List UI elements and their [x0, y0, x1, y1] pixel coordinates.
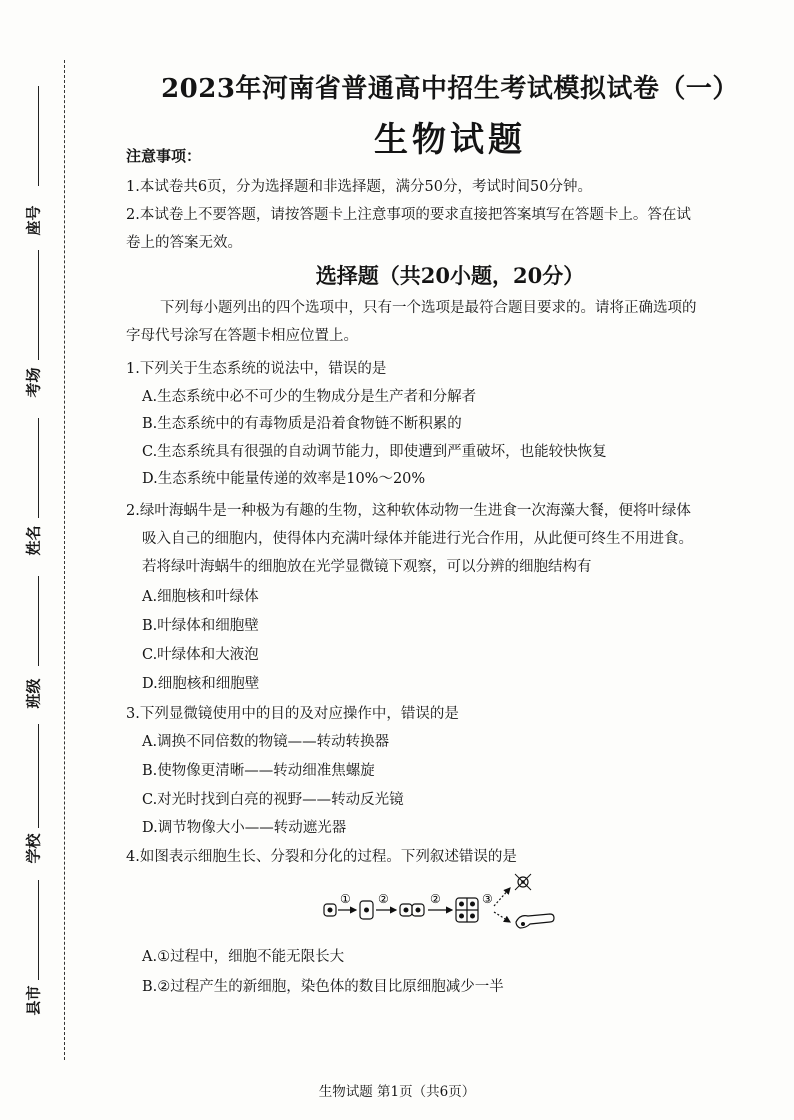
seal-dashed-line: [64, 60, 65, 1060]
question-3-option-c: C.对光时找到白亮的视野——转动反光镜: [142, 792, 404, 808]
subject-title: 生物试题: [374, 120, 526, 160]
fill-line-county: [38, 880, 39, 980]
exam-title: 2023年河南省普通高中招生考试模拟试卷（一）: [161, 74, 739, 104]
section-instructions: 下列每小题列出的四个选项中，只有一个选项是最符合题目要求的。请将正确选项的: [160, 300, 697, 316]
notice-item: 2.本试卷上不要答题，请按答题卡上注意事项的要求直接把答案填写在答题卡上。答在试: [126, 207, 691, 223]
page-footer: 生物试题 第1页（共6页）: [318, 1084, 476, 1100]
cell-process-figure: [320, 872, 580, 932]
question-4-option-b: B.②过程产生的新细胞，染色体的数目比原细胞减少一半: [142, 979, 504, 995]
question-1-option-a: A.生态系统中必不可少的生物成分是生产者和分解者: [142, 389, 477, 405]
label-process-2b: ②: [430, 892, 441, 906]
question-3-stem: 3.下列显微镜使用中的目的及对应操作中，错误的是: [126, 706, 459, 722]
cell-differentiated-elongated: [516, 914, 554, 928]
section-instructions: 字母代号涂写在答题卡相应位置上。: [126, 328, 358, 344]
question-2-stem: 若将绿叶海蜗牛的细胞放在光学显微镜下观察，可以分辨的细胞结构有: [142, 559, 592, 575]
question-3-option-b: B.使物像更清晰——转动细准焦螺旋: [142, 763, 375, 779]
cell-grown: [360, 901, 373, 919]
cell-initial: [324, 904, 336, 916]
question-1-option-b: B.生态系统中的有毒物质是沿着食物链不断积累的: [142, 416, 462, 432]
fill-line-seat: [38, 86, 39, 186]
question-3-option-d: D.调节物像大小——转动遮光器: [142, 820, 347, 836]
fill-line-school: [38, 724, 39, 828]
notice-item: 卷上的答案无效。: [126, 235, 242, 251]
fill-line-class: [38, 576, 39, 666]
question-1-option-d: D.生态系统中能量传递的效率是10%～20%: [142, 471, 426, 487]
label-exam-room: 考场: [24, 367, 43, 398]
fill-line-room: [38, 250, 39, 360]
question-1-stem: 1.下列关于生态系统的说法中，错误的是: [126, 361, 387, 377]
question-2-option-c: C.叶绿体和大液泡: [142, 647, 259, 663]
binding-margin: [0, 0, 80, 1120]
fill-line-name: [38, 418, 39, 518]
label-process-2: ②: [378, 892, 389, 906]
question-2-option-b: B.叶绿体和细胞壁: [142, 618, 259, 634]
cells-four: [456, 898, 478, 922]
cell-differentiated-nerve: [515, 874, 531, 890]
notice-item: 1.本试卷共6页，分为选择题和非选择题，满分50分，考试时间50分钟。: [126, 179, 592, 195]
label-process-1: ①: [340, 892, 351, 906]
section-heading: 选择题（共20小题，20分）: [315, 263, 585, 288]
label-county: 县市: [24, 985, 43, 1016]
question-4-stem: 4.如图表示细胞生长、分裂和分化的过程。下列叙述错误的是: [126, 849, 517, 865]
cells-two: [400, 904, 424, 916]
label-school: 学校: [24, 833, 43, 864]
arrow-differentiation-down: [494, 912, 510, 922]
arrow-differentiation-up: [494, 888, 510, 906]
label-class: 班级: [24, 678, 43, 709]
question-2-stem: 2.绿叶海蜗牛是一种极为有趣的生物，这种软体动物一生进食一次海藻大餐，便将叶绿体: [126, 503, 691, 519]
question-3-option-a: A.调换不同倍数的物镜——转动转换器: [142, 734, 390, 750]
question-4-option-a: A.①过程中，细胞不能无限长大: [142, 949, 345, 965]
label-name: 姓名: [24, 525, 43, 556]
question-1-option-c: C.生态系统具有很强的自动调节能力，即使遭到严重破坏，也能较快恢复: [142, 444, 607, 460]
notice-heading: 注意事项：: [126, 147, 202, 165]
question-2-stem: 吸入自己的细胞内，使得体内充满叶绿体并能进行光合作用，从此便可终生不用进食。: [142, 531, 693, 547]
label-process-3: ③: [482, 892, 493, 906]
label-seat-number: 座号: [24, 205, 43, 236]
question-2-option-a: A.细胞核和叶绿体: [142, 589, 259, 605]
question-2-option-d: D.细胞核和细胞壁: [142, 676, 260, 692]
